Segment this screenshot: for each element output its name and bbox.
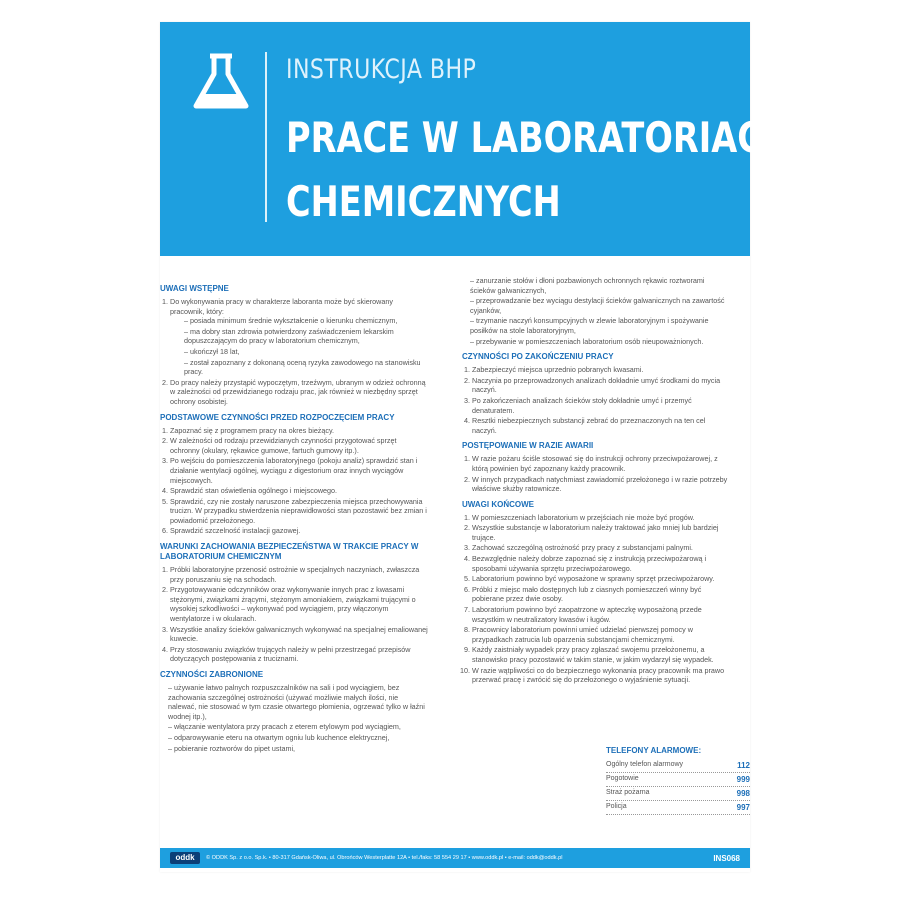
list-item: 1. W razie pożaru ściśle stosować się do instrukcji ochrony przeciwpożarowej, z którą powinien być zapoznany każdy pracownik. xyxy=(472,454,730,473)
header-banner xyxy=(160,22,791,256)
oddk-logo: oddk xyxy=(170,852,200,864)
section-list xyxy=(462,454,730,493)
list-item: 5. Sprawdzić, czy nie zostały naruszone zabezpieczenia miejsca przechowywania trucizn. W przypadku stwierdzenia nieprawidłowości stan pozostawić bez zmian i powiadomić przełożonego. xyxy=(170,497,428,526)
list-item: 2. Do pracy należy przystąpić wypoczętym, trzeźwym, ubranym w odzież ochronną w zależności od przewidzianego rodzaju prac, jak również w niezbędny sprzęt ochrony osobistej. xyxy=(170,378,428,407)
list-item: 2. W innych przypadkach natychmiast zawiadomić przełożonego i w razie potrzeby właściwe służby ratownicze. xyxy=(472,475,730,494)
sub-item: – ma dobry stan zdrowia potwierdzony zaświadczeniem lekarskim dopuszczającym do pracy w laboratorium chemicznym, xyxy=(184,327,428,346)
instruction-sheet xyxy=(160,22,791,872)
section-heading: PODSTAWOWE CZYNNOŚCI PRZED ROZPOCZĘCIEM PRACY xyxy=(160,412,395,422)
sub-item: – posiada minimum średnie wykształcenie o kierunku chemicznym, xyxy=(184,316,428,326)
section-list xyxy=(462,276,730,346)
list-item: – trzymanie naczyń konsumpcyjnych w zlewie laboratoryjnym i spożywanie posiłków na stole laboratoryjnym, xyxy=(470,316,730,335)
sub-item: – został zapoznany z dokonaną oceną ryzyka zawodowego na stanowisku pracy. xyxy=(184,358,428,377)
section-heading: CZYNNOŚCI ZABRONIONE xyxy=(160,670,264,679)
sub-list xyxy=(170,316,428,377)
list-item: 4. Przy stosowaniu związków trujących należy w pełni przestrzegać przepisów dotyczących postępowania z truciznami. xyxy=(170,645,428,664)
flask-icon xyxy=(190,52,252,112)
list-item: 1. Zapoznać się z programem pracy na okres bieżący. xyxy=(170,426,428,436)
title-line-2: CHEMICZNYCH xyxy=(286,177,561,226)
list-item: – odparowywanie eteru na otwartym ogniu lub kuchence elektrycznej, xyxy=(168,733,428,743)
list-item: – używanie łatwo palnych rozpuszczalników na sali i pod wyciągiem, bez zachowania szczególnej ostrożności (używać możliwie małych ilości, nie nalewać, nie stosować w tym czasie otwartego płomienia, ogrzewać tylko w łaźni wodnej itp.), xyxy=(168,683,428,721)
list-item: 6. Sprawdzić szczelność instalacji gazowej. xyxy=(170,526,428,536)
list-item: 10. W razie wątpliwości co do bezpiecznego wykonania pracy pracownik ma prawo przerwać pracę i zwrócić się do przełożonego o wyjaśnienie sytuacji. xyxy=(472,666,730,685)
footer-bar xyxy=(160,848,750,868)
section-heading: WARUNKI ZACHOWANIA BEZPIECZEŃSTWA W TRAKCIE PRACY W LABORATORIUM CHEMICZNYM xyxy=(160,542,419,562)
list-item: 9. Każdy zaistniały wypadek przy pracy zgłaszać swojemu przełożonemu, a stanowisko pracy pozostawić w takim stanie, w jakim wydarzył się wypadek. xyxy=(472,645,730,664)
header-divider xyxy=(265,52,267,222)
phone-row: Straż pożarna 998 xyxy=(606,787,750,801)
section-list xyxy=(160,683,428,753)
sub-item: – ukończył 18 lat, xyxy=(184,347,428,357)
list-item: 1. Zabezpieczyć miejsca uprzednio pobranych kwasami. xyxy=(472,365,730,375)
section-heading: UWAGI WSTĘPNE xyxy=(160,284,229,293)
document-title xyxy=(286,106,790,234)
list-item: 1. W pomieszczeniach laboratorium w przejściach nie może być progów. xyxy=(472,513,730,523)
phones-heading: TELEFONY ALARMOWE: xyxy=(606,746,702,755)
section-heading: POSTĘPOWANIE W RAZIE AWARII xyxy=(462,441,594,451)
list-item: 3. Po wejściu do pomieszczenia laboratoryjnego (pokoju analiz) sprawdzić stan i działanie wentylacji ogólnej, wyciągu z digestorium oraz innych wyciągów miejscowych. xyxy=(170,456,428,485)
phone-row: Ogólny telefon alarmowy 112 xyxy=(606,759,750,773)
list-item: 2. Naczynia po przeprowadzonych analizach dokładnie umyć środkami do mycia naczyń. xyxy=(472,376,730,395)
document-subtitle: INSTRUKCJA BHP xyxy=(286,54,477,85)
list-item: 3. Po zakończeniach analizach ścieków stoły dokładnie umyć i przemyć denaturatem. xyxy=(472,396,730,415)
list-item: 2. W zależności od rodzaju przewidzianych czynności przygotować sprzęt ochronny (okulary, rękawice gumowe, fartuch gumowy itp.). xyxy=(170,436,428,455)
list-item: – pobieranie roztworów do pipet ustami, xyxy=(168,744,428,754)
list-item: 4. Bezwzględnie należy dobrze zapoznać się z instrukcją przeciwpożarową i sposobami używania sprzętu przeciwpożarowego. xyxy=(472,554,730,573)
emergency-phones xyxy=(606,746,750,815)
list-item: 1. Do wykonywania pracy w charakterze laboranta może być skierowany pracownik, który: – posiada minimum średnie wykształcenie o kierunku chemicznym, – ma dobry stan zdrowia potwierdzony zaświadczeniem lekarskim dopuszczającym do pracy w laboratorium chemicznym, – ukończył 18 lat, – został zapoznany z dokonaną oceną ryzyka zawodowego na stanowisku pracy. xyxy=(170,297,428,377)
section-list xyxy=(160,297,428,407)
phone-row: Pogotowie 999 xyxy=(606,773,750,787)
list-item: 3. Zachować szczególną ostrożność przy pracy z substancjami palnymi. xyxy=(472,543,730,553)
title-line-1: PRACE W LABORATORIACH xyxy=(286,113,791,162)
list-item: 6. Próbki z miejsc mało dostępnych lub z ciasnych pomieszczeń winny być pobierane przez dwie osoby. xyxy=(472,585,730,604)
list-item: – przeprowadzanie bez wyciągu destylacji ścieków galwanicznych na zawartość cyjanków, xyxy=(470,296,730,315)
list-item: 3. Wszystkie analizy ścieków galwanicznych wykonywać na specjalnej emaliowanej kuwecie. xyxy=(170,625,428,644)
list-item: 4. Resztki niebezpiecznych substancji zebrać do przeznaczonych na ten cel naczyń. xyxy=(472,416,730,435)
list-item: – zanurzanie stołów i dłoni pozbawionych ochronnych rękawic roztworami ścieków galwanicznych, xyxy=(470,276,730,295)
section-list xyxy=(462,365,730,435)
footer-contact: © ODDK Sp. z o.o. Sp.k. • 80-317 Gdańsk-Oliwa, ul. Obrońców Westerplatte 12A • tel./faks: 58 554 29 17 • www.oddk.pl • e-mail: oddk@oddk.pl xyxy=(206,855,563,861)
section-list xyxy=(160,426,428,537)
section-heading: CZYNNOŚCI PO ZAKOŃCZENIU PRACY xyxy=(462,352,614,362)
section-heading: UWAGI KOŃCOWE xyxy=(462,499,534,509)
right-column xyxy=(462,276,730,686)
list-item: 1. Próbki laboratoryjne przenosić ostrożnie w specjalnych naczyniach, zwłaszcza przy poruszaniu się na schodach. xyxy=(170,565,428,584)
list-item: 2. Przygotowywanie odczynników oraz wykonywanie innych prac z kwasami stężonymi, związkami żrącymi, stężonym amoniakiem, związkami trującymi o wysokiej szkodliwości – wykonywać pod wyciągiem, przy włączonym wentylatorze i w okularach. xyxy=(170,585,428,623)
list-item: 8. Pracownicy laboratorium powinni umieć udzielać pierwszej pomocy w przypadkach zatrucia lub oparzenia substancjami chemicznymi. xyxy=(472,625,730,644)
list-item: 2. Wszystkie substancje w laboratorium należy traktować jako mniej lub bardziej trujące. xyxy=(472,523,730,542)
list-item: 4. Sprawdzić stan oświetlenia ogólnego i miejscowego. xyxy=(170,486,428,496)
list-item: – przebywanie w pomieszczeniach laboratorium osób nieupoważnionych. xyxy=(470,337,730,347)
left-column xyxy=(160,278,428,754)
list-item: 7. Laboratorium powinno być zaopatrzone w apteczkę wyposażoną przede wszystkim w neutralizatory kwasów i ługów. xyxy=(472,605,730,624)
list-item: – włączanie wentylatora przy pracach z eterem etylowym pod wyciągiem, xyxy=(168,722,428,732)
document-code: INS068 xyxy=(713,853,740,863)
list-item: 5. Laboratorium powinno być wyposażone w sprawny sprzęt przeciwpożarowy. xyxy=(472,574,730,584)
phone-row: Policja 997 xyxy=(606,801,750,815)
section-list xyxy=(462,513,730,685)
section-list xyxy=(160,565,428,664)
